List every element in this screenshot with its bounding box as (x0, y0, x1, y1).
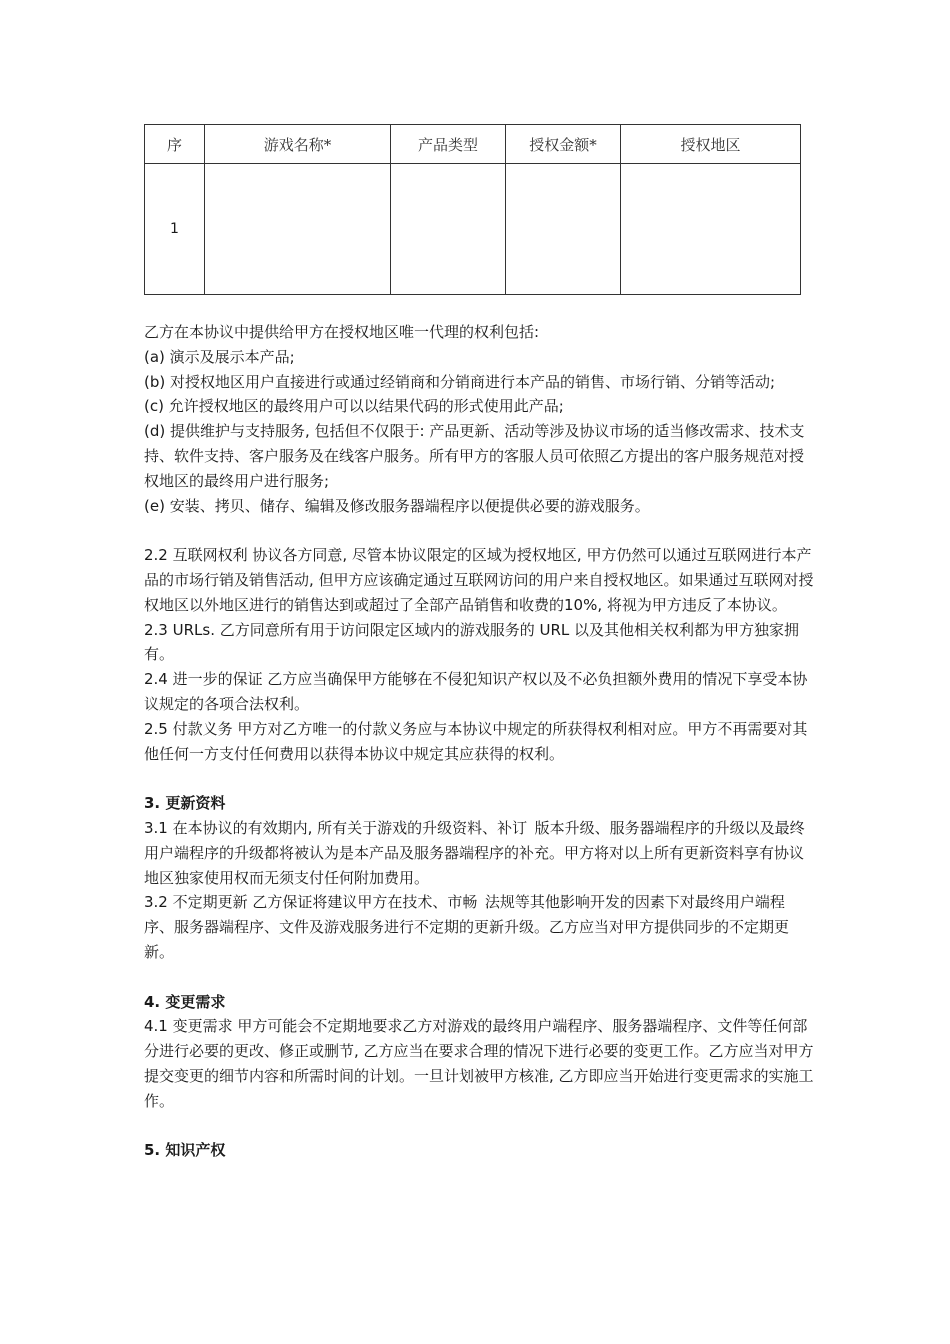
clause-2-5: 2.5 付款义务 甲方对乙方唯一的付款义务应与本协议中规定的所获得权利相对应。甲方不再需要对其他任何一方支付任何费用以获得本协议中规定其应获得的权利。 (144, 719, 808, 763)
clause-4-1: 4.1 变更需求 甲方可能会不定期地要求乙方对游戏的最终用户端程序、服务器端程序、文件等任何部分进行必要的更改、修正或删节, 乙方应当在要求合理的情况下进行必要的变更工作。乙方应当对甲方提交变更的细节内容和所需时间的计划。一旦计划被甲方核准, 乙方即应当开始进行变更需求的实施工作。 (144, 1017, 814, 1110)
table-header-row (145, 125, 801, 164)
table-row (145, 164, 801, 295)
spacer (144, 965, 814, 990)
clause-2-4: 2.4 进一步的保证 乙方应当确保甲方能够在不侵犯知识产权以及不必负担额外费用的情况下享受本协议规定的各项合法权利。 (144, 670, 808, 713)
game-license-table (144, 124, 801, 295)
agreement-body (144, 320, 814, 1163)
cell-license-amount (506, 164, 621, 295)
clause-3-2: 3.2 不定期更新 乙方保证将建议甲方在技术、市畅 法规等其他影响开发的因素下对最终用户端程序、服务器端程序、文件及游戏服务进行不定期的更新升级。乙方应当对甲方提供同步的不定期更新。 (144, 893, 790, 961)
cell-product-type (391, 164, 506, 295)
header-game-name: 游戏名称* (205, 125, 391, 164)
spacer (144, 1114, 814, 1139)
header-index: 序 (145, 125, 205, 164)
cell-game-name (205, 164, 391, 295)
header-product-type: 产品类型 (391, 125, 506, 164)
clause-2-2: 2.2 互联网权利 协议各方同意, 尽管本协议限定的区域为授权地区, 甲方仍然可以通过互联网进行本产品的市场行销及销售活动, 但甲方应该确定通过互联网访问的用户来自授权地区。如果通过互联网对授权地区以外地区进行的销售达到或超过了全部产品销售和收费的10%, 将视为甲方违反了本协议。 (144, 546, 814, 614)
right-item-e: (e) 安装、拷贝、储存、编辑及修改服务器端程序以便提供必要的游戏服务。 (144, 496, 650, 515)
clause-3-1: 3.1 在本协议的有效期内, 所有关于游戏的升级资料、补订 版本升级、服务器端程序的升级以及最终用户端程序的升级都将被认为是本产品及服务器端程序的补充。甲方将对以上所有更新资料享有协议地区独家使用权而无须支付任何附加费用。 (144, 818, 805, 887)
spacer (144, 518, 814, 543)
section-heading-4: 4. 变更需求 (144, 992, 226, 1011)
right-item-a: (a) 演示及展示本产品; (144, 347, 295, 366)
right-item-b: (b) 对授权地区用户直接进行或通过经销商和分销商进行本产品的销售、市场行销、分销等活动; (144, 372, 776, 391)
spacer (144, 766, 814, 791)
cell-index: 1 (145, 164, 205, 295)
header-license-amount: 授权金额* (506, 125, 621, 164)
section-heading-5: 5. 知识产权 (144, 1141, 226, 1160)
section-heading-3: 3. 更新资料 (144, 794, 226, 813)
clause-2-3: 2.3 URLs. 乙方同意所有用于访问限定区域内的游戏服务的 URL 以及其他相关权利都为甲方独家拥有。 (144, 620, 800, 664)
cell-license-region (621, 164, 801, 295)
rights-intro: 乙方在本协议中提供给甲方在授权地区唯一代理的权利包括: (144, 323, 540, 341)
right-item-d: (d) 提供维护与支持服务, 包括但不仅限于: 产品更新、活动等涉及协议市场的适当修改需求、技术支持、软件支持、客户服务及在线客户服务。所有甲方的客服人员可依照乙方提出的客户服务规范对授权地区的最终用户进行服务; (144, 422, 805, 490)
right-item-c: (c) 允许授权地区的最终用户可以以结果代码的形式使用此产品; (144, 397, 564, 416)
header-license-region: 授权地区 (621, 125, 801, 164)
